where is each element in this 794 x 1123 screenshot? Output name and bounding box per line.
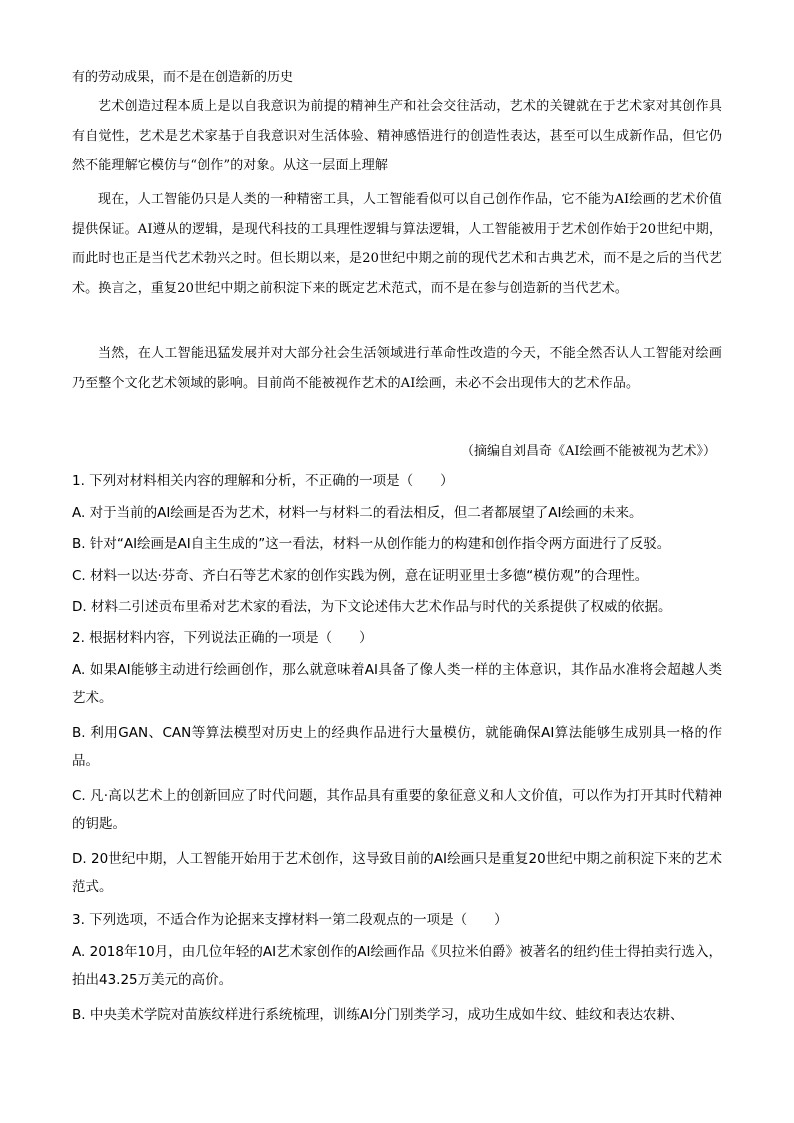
question-1-option-b: B. 针对“AI绘画是AI自主生成的”这一看法，材料一从创作能力的构建和创作指令两方面进行了反驳。: [72, 536, 671, 552]
question-1-option-d: D. 材料二引述贡布里希对艺术家的看法，为下文论述伟大艺术作品与时代的关系提供了权威的依据。: [72, 599, 672, 615]
passage-paragraph-2: 现在，人工智能仍只是人类的一种精密工具，人工智能看似可以自己创作作品，它不能为AI绘画的艺术价值提供保证。AI遵从的逻辑，是现代科技的工具理性逻辑与算法逻辑，人工智能被用于艺术创作始于20世纪中期，而此时也正是当代艺术勃兴之时。但长期以来，是20世纪中期之前的现代艺术和古典艺术，而不是之后的当代艺术。换言之，重复20世纪中期之前积淀下来的既定艺术范式，而不是在参与创造新的当代艺术。: [72, 192, 722, 297]
question-2-option-b: B. 利用GAN、CAN等算法模型对历史上的经典作品进行大量模仿，就能确保AI算法能够生成别具一格的作品。: [72, 725, 722, 770]
passage-source: （摘编自刘昌奇《AI绘画不能被视为艺术》）: [460, 444, 716, 459]
question-3-stem: 3. 下列选项，不适合作为论据来支撑材料一第二段观点的一项是（ ）: [72, 912, 508, 928]
question-2-option-c: C. 凡·高以艺术上的创新回应了时代问题，其作品具有重要的象征意义和人文价值，可以作为打开其时代精神的钥匙。: [72, 788, 722, 833]
question-2-option-a: A. 如果AI能够主动进行绘画创作，那么就意味着AI具备了像人类一样的主体意识，其作品水准将会超越人类艺术。: [72, 662, 722, 707]
question-2-option-d: D. 20世纪中期，人工智能开始用于艺术创作，这导致目前的AI绘画只是重复20世纪中期之前积淀下来的艺术范式。: [72, 851, 722, 896]
question-1-option-a: A. 对于当前的AI绘画是否为艺术，材料一与材料二的看法相反，但二者都展望了AI绘画的未来。: [72, 505, 643, 521]
passage-paragraph-3: 当然，在人工智能迅猛发展并对大部分社会生活领域进行革命性改造的今天，不能全然否认人工智能对绘画乃至整个文化艺术领域的影响。目前尚不能被视作艺术的AI绘画，未必不会出现伟大的艺术作品。: [72, 346, 722, 391]
question-1-option-c: C. 材料一以达·芬奇、齐白石等艺术家的创作实践为例，意在证明亚里士多德“模仿观”的合理性。: [72, 568, 649, 584]
passage-continuation-line: 有的劳动成果，而不是在创造新的历史: [72, 70, 294, 85]
question-3-option-a: A. 2018年10月，由几位年轻的AI艺术家创作的AI绘画作品《贝拉米伯爵》被著名的纽约佳士得拍卖行选入，拍出43.25万美元的高价。: [72, 944, 722, 989]
question-3-option-b: B. 中央美术学院对苗族纹样进行系统梳理，训练AI分门别类学习，成功生成如牛纹、蛙纹和表达农耕、: [72, 1007, 684, 1023]
question-2-stem: 2. 根据材料内容，下列说法正确的一项是（ ）: [72, 630, 373, 646]
question-1-stem: 1. 下列对材料相关内容的理解和分析，不正确的一项是（ ）: [72, 473, 454, 489]
passage-paragraph-1: 艺术创造过程本质上是以自我意识为前提的精神生产和社会交往活动，艺术的关键就在于艺术家对其创作具有自觉性，艺术是艺术家基于自我意识对生活体验、精神感悟进行的创造性表达，甚至可以生成新作品，但它仍然不能理解它模仿与“创作”的对象。从这一层面上理解: [72, 99, 722, 174]
